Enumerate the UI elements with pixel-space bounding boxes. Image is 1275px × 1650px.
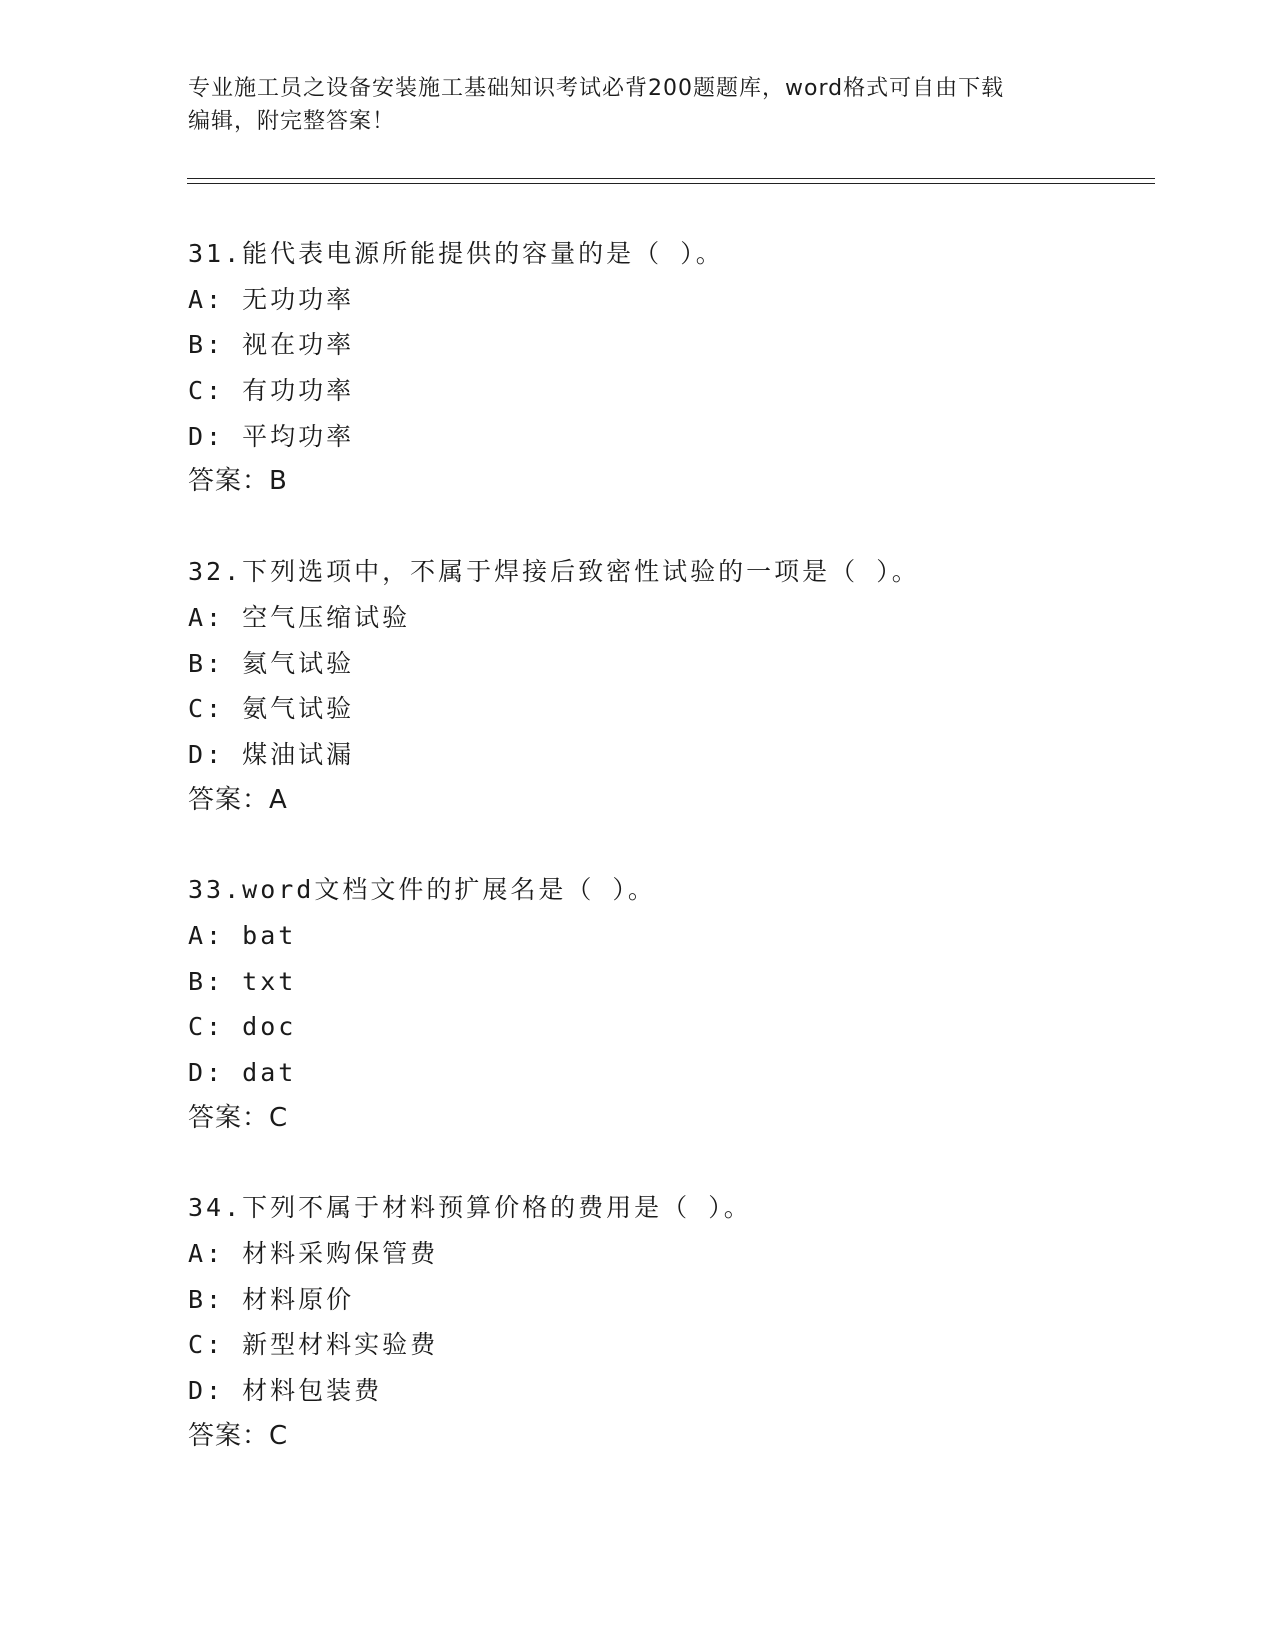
option-b: B: 材料原价 [188, 1284, 355, 1314]
question-stem: 34.下列不属于材料预算价格的费用是（ ）。 [188, 1193, 752, 1223]
document-header [188, 72, 1088, 138]
option-a: A: bat [188, 920, 297, 950]
header-divider-top [187, 178, 1155, 179]
answer-label: 答案：B [188, 466, 288, 497]
header-title-line-2: 编辑，附完整答案！ [188, 109, 396, 134]
option-a: A: 无功功率 [188, 284, 355, 314]
question-list [188, 231, 1168, 1504]
question-33 [188, 867, 1168, 1141]
option-c: C: doc [188, 1012, 297, 1042]
option-c: C: 氨气试验 [188, 694, 355, 724]
header-title-line-1: 专业施工员之设备安装施工基础知识考试必背200题题库，word格式可自由下载 [188, 76, 1005, 101]
option-d: D: 材料包装费 [188, 1376, 383, 1406]
option-b: B: 视在功率 [188, 330, 355, 360]
answer-label: 答案：C [188, 1102, 289, 1133]
header-divider-bottom [187, 183, 1155, 184]
question-32 [188, 549, 1168, 823]
option-d: D: dat [188, 1058, 297, 1087]
option-c: C: 有功功率 [188, 376, 355, 406]
option-b: B: txt [188, 966, 297, 996]
option-d: D: 煤油试漏 [188, 739, 355, 769]
option-b: B: 氦气试验 [188, 648, 355, 678]
option-a: A: 材料采购保管费 [188, 1239, 439, 1269]
question-stem: 31.能代表电源所能提供的容量的是（ ）。 [188, 239, 724, 268]
question-34 [188, 1185, 1168, 1459]
option-d: D: 平均功率 [188, 421, 355, 451]
option-c: C: 新型材料实验费 [188, 1330, 439, 1360]
question-stem: 33.word文档文件的扩展名是（ ）。 [188, 875, 656, 905]
answer-label: 答案：A [188, 784, 288, 815]
answer-label: 答案：C [188, 1420, 289, 1451]
question-stem: 32.下列选项中，不属于焊接后致密性试验的一项是（ ）。 [188, 557, 920, 587]
question-31 [188, 231, 1168, 505]
option-a: A: 空气压缩试验 [188, 602, 411, 632]
